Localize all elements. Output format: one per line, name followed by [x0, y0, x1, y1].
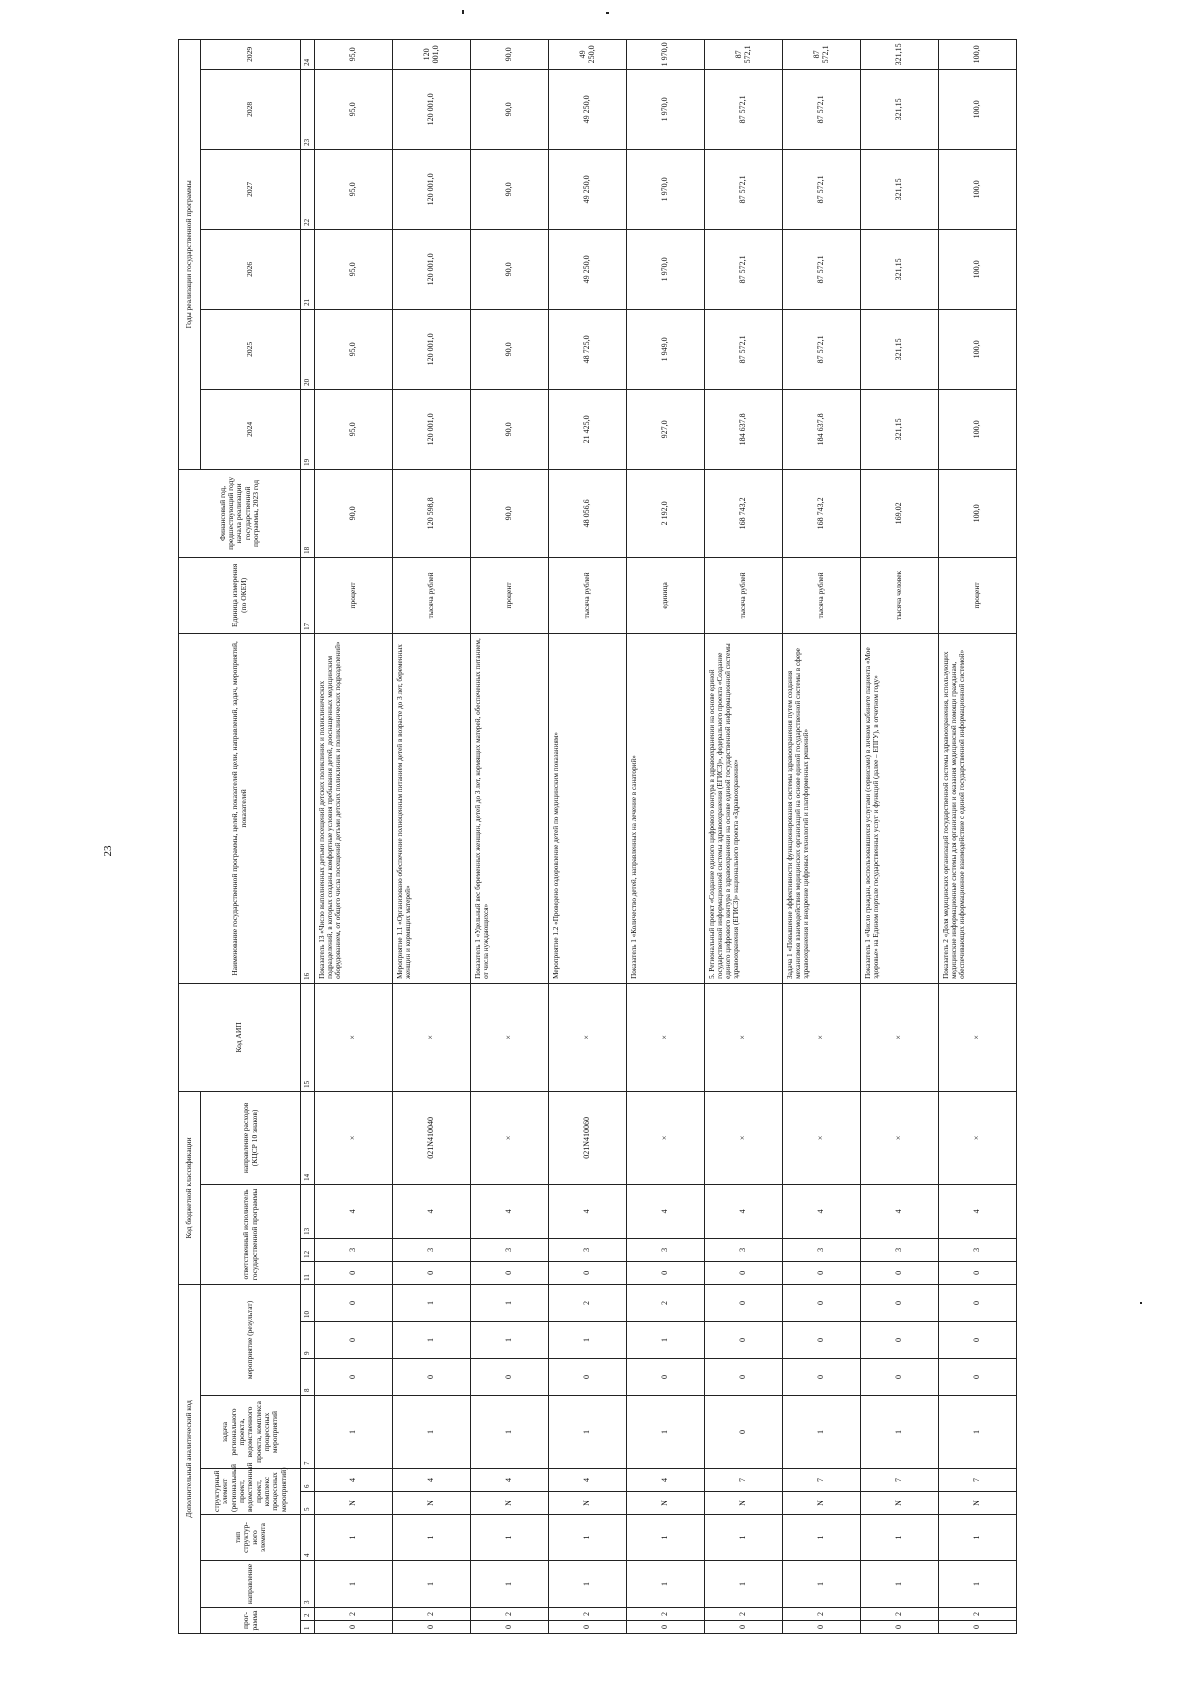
row-code-cell: 2 [783, 1608, 861, 1621]
row-code-cell: 1 [627, 1515, 705, 1561]
header-expense: направление расходов (КЦСР 10 знаков) [201, 1091, 301, 1184]
row-base-year-cell: 90,0 [315, 469, 393, 557]
row-code-cell: 0 [549, 1621, 627, 1634]
row-code-cell: × [861, 983, 939, 1091]
row-code-cell: 3 [393, 1238, 471, 1261]
row-code-cell: 0 [627, 1261, 705, 1284]
row-code-cell: 1 [549, 1561, 627, 1608]
scan-speck [1140, 1302, 1142, 1304]
table-row [315, 39, 393, 1633]
column-number-cell: 9 [301, 1322, 315, 1359]
row-code-cell: × [783, 1091, 861, 1184]
row-code-cell: 4 [549, 1184, 627, 1238]
row-code-cell: 1 [471, 1322, 549, 1359]
row-value-cell: 87 572,1 [783, 229, 861, 309]
row-code-cell: 0 [705, 1359, 783, 1396]
row-code-cell: 4 [393, 1469, 471, 1492]
row-value-cell: 100,0 [939, 229, 1017, 309]
row-base-year-cell: 100,0 [939, 469, 1017, 557]
row-code-cell: 1 [549, 1396, 627, 1469]
row-name-cell: Показатель 1 «Число граждан, воспользовавшихся услугами (сервисами) в личном кабинете пациента «Мое здоровье» на Едином портале государственных услуг и функций (далее – ЕПГУ), в отчетном году» [861, 633, 939, 983]
row-unit-cell: тысяча рублей [783, 557, 861, 633]
row-code-cell: 1 [939, 1396, 1017, 1469]
row-code-cell: 2 [315, 1608, 393, 1621]
row-base-year-cell: 168 743,2 [783, 469, 861, 557]
row-code-cell: 2 [471, 1608, 549, 1621]
table-body [301, 39, 1017, 1633]
row-name-cell: Мероприятие 1.2 «Проведено оздоровление детей по медицинским показаниям» [549, 633, 627, 983]
row-code-cell: 2 [627, 1284, 705, 1321]
header-year-2025: 2025 [201, 309, 301, 389]
table-row [783, 39, 861, 1633]
row-unit-cell: единица [627, 557, 705, 633]
column-number-cell: 4 [301, 1515, 315, 1561]
row-value-cell: 87 572,1 [705, 39, 783, 69]
row-code-cell: N [783, 1492, 861, 1515]
row-code-cell: 4 [861, 1184, 939, 1238]
row-code-cell: 0 [783, 1284, 861, 1321]
row-value-cell: 87 572,1 [705, 229, 783, 309]
row-code-cell: N [549, 1492, 627, 1515]
row-code-cell: 1 [315, 1396, 393, 1469]
row-value-cell: 120 001,0 [393, 389, 471, 469]
row-code-cell: × [705, 1091, 783, 1184]
table-row [471, 39, 549, 1633]
row-code-cell: 3 [315, 1238, 393, 1261]
row-code-cell: 0 [471, 1261, 549, 1284]
row-code-cell: 1 [939, 1515, 1017, 1561]
row-code-cell: 021N410060 [549, 1091, 627, 1184]
row-code-cell: 0 [471, 1621, 549, 1634]
row-code-cell: 1 [393, 1515, 471, 1561]
row-code-cell: 0 [783, 1621, 861, 1634]
row-value-cell: 321,15 [861, 39, 939, 69]
row-value-cell: 90,0 [471, 149, 549, 229]
row-name-cell: Показатель 1 «Удельный вес беременных женщин, детей до 3 лет, кормящих матерей, обеспеченных питанием, от числа нуждающихся» [471, 633, 549, 983]
table-row [393, 39, 471, 1633]
row-code-cell: N [939, 1492, 1017, 1515]
row-code-cell: 2 [549, 1608, 627, 1621]
row-code-cell: 4 [783, 1184, 861, 1238]
scan-speck [606, 12, 609, 14]
column-number-row [301, 39, 315, 1633]
header-executor: ответственный исполнитель государственной программы [201, 1184, 301, 1284]
header-year-2027: 2027 [201, 149, 301, 229]
row-value-cell: 100,0 [939, 389, 1017, 469]
row-value-cell: 120 001,0 [393, 149, 471, 229]
row-code-cell: 4 [315, 1184, 393, 1238]
row-code-cell: N [315, 1492, 393, 1515]
column-number-cell: 5 [301, 1492, 315, 1515]
row-code-cell: 3 [471, 1238, 549, 1261]
row-value-cell: 184 637,8 [783, 389, 861, 469]
header-year-2028: 2028 [201, 69, 301, 149]
column-number-cell: 10 [301, 1284, 315, 1321]
row-code-cell: × [861, 1091, 939, 1184]
row-code-cell: 1 [939, 1561, 1017, 1608]
program-table [178, 39, 1017, 1634]
row-name-cell: Показатель 2 «Доля медицинских организаций государственной системы здравоохранения, использующих медицинские информационные системы для организации и оказания медицинской помощи гражданам, обеспечивающих информационное взаимодействие с единой государственной информационной системой» [939, 633, 1017, 983]
row-code-cell: × [315, 1091, 393, 1184]
column-number-cell: 17 [301, 557, 315, 633]
row-code-cell: 0 [393, 1621, 471, 1634]
row-code-cell: 1 [705, 1561, 783, 1608]
row-value-cell: 48 725,0 [549, 309, 627, 389]
row-code-cell: 0 [627, 1359, 705, 1396]
row-unit-cell: процент [471, 557, 549, 633]
row-code-cell: N [393, 1492, 471, 1515]
column-number-cell: 16 [301, 633, 315, 983]
header-structural-element: структурный элемент (региональный проект, ведомственный проект, комплекс процессных мероприятий) [201, 1469, 301, 1515]
row-code-cell: 0 [783, 1359, 861, 1396]
row-code-cell: × [549, 983, 627, 1091]
row-value-cell: 95,0 [315, 309, 393, 389]
row-value-cell: 120 001,0 [393, 69, 471, 149]
row-code-cell: 0 [861, 1284, 939, 1321]
row-code-cell: 1 [549, 1515, 627, 1561]
column-number-cell: 6 [301, 1469, 315, 1492]
row-code-cell: 1 [471, 1561, 549, 1608]
row-code-cell: N [627, 1492, 705, 1515]
column-number-cell: 1 [301, 1621, 315, 1634]
row-code-cell: 0 [861, 1359, 939, 1396]
row-code-cell: 1 [861, 1396, 939, 1469]
row-code-cell: 7 [783, 1469, 861, 1492]
row-code-cell: × [939, 1091, 1017, 1184]
row-code-cell: × [627, 1091, 705, 1184]
row-code-cell: 0 [939, 1359, 1017, 1396]
row-code-cell: 1 [315, 1515, 393, 1561]
row-code-cell: × [315, 983, 393, 1091]
row-code-cell: 7 [861, 1469, 939, 1492]
row-code-cell: 2 [393, 1608, 471, 1621]
row-value-cell: 90,0 [471, 389, 549, 469]
row-code-cell: 021N410040 [393, 1091, 471, 1184]
row-code-cell: 4 [315, 1469, 393, 1492]
row-name-cell: Показатель 1 «Количество детей, направленных на лечение в санаторий» [627, 633, 705, 983]
row-code-cell: 0 [861, 1261, 939, 1284]
row-value-cell: 321,15 [861, 149, 939, 229]
row-code-cell: 2 [705, 1608, 783, 1621]
row-code-cell: 0 [783, 1322, 861, 1359]
row-code-cell: 1 [783, 1396, 861, 1469]
row-value-cell: 49 250,0 [549, 149, 627, 229]
row-base-year-cell: 120 598,8 [393, 469, 471, 557]
row-code-cell: 0 [705, 1621, 783, 1634]
row-value-cell: 87 572,1 [705, 69, 783, 149]
row-code-cell: N [705, 1492, 783, 1515]
row-value-cell: 87 572,1 [783, 39, 861, 69]
row-code-cell: 7 [939, 1469, 1017, 1492]
row-code-cell: 0 [549, 1261, 627, 1284]
row-value-cell: 49 250,0 [549, 39, 627, 69]
row-name-cell: 5. Региональный проект «Создание единого цифрового контура в здравоохранении на основе единой государственной информационной системы здравоохранения (ЕГИСЗ)», федерального проекта «Создание единого цифрового контура в здравоохранении на основе единой государственной информационной системы здравоохранения (ЕГИСЗ)» национального проекта «Здравоохранение» [705, 633, 783, 983]
header-unit: Единица измерения (по ОКЕИ) [179, 557, 301, 633]
column-number-cell: 23 [301, 69, 315, 149]
row-code-cell: 1 [627, 1322, 705, 1359]
row-unit-cell: тысяча рублей [705, 557, 783, 633]
row-code-cell: 4 [627, 1184, 705, 1238]
row-value-cell: 184 637,8 [705, 389, 783, 469]
row-code-cell: × [939, 983, 1017, 1091]
header-base-year: Финансовый год, предшествующий году начала реализации государственной программы, 2023 год [179, 469, 301, 557]
column-number-cell: 20 [301, 309, 315, 389]
row-value-cell: 87 572,1 [783, 149, 861, 229]
row-code-cell: 1 [315, 1561, 393, 1608]
table-row [549, 39, 627, 1633]
row-value-cell: 90,0 [471, 229, 549, 309]
row-base-year-cell: 2 192,0 [627, 469, 705, 557]
row-value-cell: 95,0 [315, 149, 393, 229]
row-unit-cell: процент [939, 557, 1017, 633]
row-code-cell: 4 [705, 1184, 783, 1238]
row-code-cell: 1 [393, 1322, 471, 1359]
row-code-cell: × [783, 983, 861, 1091]
row-code-cell: 1 [393, 1396, 471, 1469]
row-code-cell: 0 [939, 1261, 1017, 1284]
row-code-cell: 1 [627, 1396, 705, 1469]
column-number-cell: 7 [301, 1396, 315, 1469]
table-row [705, 39, 783, 1633]
row-value-cell: 100,0 [939, 69, 1017, 149]
row-code-cell: 3 [549, 1238, 627, 1261]
row-value-cell: 21 425,0 [549, 389, 627, 469]
row-code-cell: 4 [549, 1469, 627, 1492]
header-task: задача регионального проекта, ведомственного проекта, комплекса процессных мероприятий [201, 1396, 301, 1469]
row-unit-cell: тысяча человек [861, 557, 939, 633]
row-base-year-cell: 90,0 [471, 469, 549, 557]
header-event: мероприятие (результат) [201, 1284, 301, 1395]
row-value-cell: 120 001,0 [393, 309, 471, 389]
row-code-cell: 1 [471, 1396, 549, 1469]
row-code-cell: 2 [549, 1284, 627, 1321]
row-code-cell: 0 [705, 1322, 783, 1359]
row-code-cell: 1 [471, 1515, 549, 1561]
row-value-cell: 95,0 [315, 229, 393, 309]
row-value-cell: 100,0 [939, 39, 1017, 69]
row-value-cell: 1 970,0 [627, 39, 705, 69]
row-value-cell: 100,0 [939, 309, 1017, 389]
header-year-2029: 2029 [201, 39, 301, 69]
row-value-cell: 90,0 [471, 309, 549, 389]
row-value-cell: 1 970,0 [627, 149, 705, 229]
row-code-cell: 0 [939, 1284, 1017, 1321]
row-value-cell: 87 572,1 [705, 149, 783, 229]
row-name-cell: Показатель 13 «Число выполненных детьми посещений детских поликлиник и поликлинических подразделений, в которых созданы комфортные условия пребывания детей, дооснащенных медицинским оборудованием, от общего числа посещений детьми детских поликлиник и поликлинических подразделений» [315, 633, 393, 983]
row-code-cell: 3 [939, 1238, 1017, 1261]
column-number-cell: 2 [301, 1608, 315, 1621]
row-code-cell: 0 [393, 1261, 471, 1284]
row-code-cell: × [471, 983, 549, 1091]
row-code-cell: × [393, 983, 471, 1091]
row-value-cell: 120 001,0 [393, 229, 471, 309]
row-code-cell: 3 [861, 1238, 939, 1261]
row-unit-cell: процент [315, 557, 393, 633]
column-number-cell: 24 [301, 39, 315, 69]
header-year-2024: 2024 [201, 389, 301, 469]
row-code-cell: 0 [315, 1284, 393, 1321]
row-value-cell: 49 250,0 [549, 69, 627, 149]
row-name-cell: Задача 1 «Повышение эффективности функционирования системы здравоохранения путем создания механизмов взаимодействия медицинских организаций на основе единой государственной системы в сфере здравоохранения и внедрение цифровых технологий и платформенных решений» [783, 633, 861, 983]
row-value-cell: 321,15 [861, 389, 939, 469]
row-code-cell: 2 [627, 1608, 705, 1621]
row-value-cell: 87 572,1 [705, 309, 783, 389]
column-number-cell: 19 [301, 389, 315, 469]
scan-speck [462, 10, 464, 14]
column-number-cell: 21 [301, 229, 315, 309]
row-code-cell: 3 [627, 1238, 705, 1261]
column-number-cell: 11 [301, 1261, 315, 1284]
table-row [627, 39, 705, 1633]
row-value-cell: 95,0 [315, 389, 393, 469]
row-code-cell: N [471, 1492, 549, 1515]
column-number-cell: 14 [301, 1091, 315, 1184]
row-code-cell: 0 [471, 1359, 549, 1396]
row-code-cell: 0 [705, 1396, 783, 1469]
column-number-cell: 8 [301, 1359, 315, 1396]
page-number: 23 [102, 845, 114, 857]
row-code-cell: 1 [471, 1284, 549, 1321]
row-value-cell: 90,0 [471, 39, 549, 69]
row-code-cell: 2 [861, 1608, 939, 1621]
row-value-cell: 1 949,0 [627, 309, 705, 389]
row-code-cell: 0 [861, 1322, 939, 1359]
row-value-cell: 95,0 [315, 39, 393, 69]
column-number-cell: 3 [301, 1561, 315, 1608]
row-value-cell: 90,0 [471, 69, 549, 149]
row-code-cell: 4 [471, 1469, 549, 1492]
row-code-cell: 1 [861, 1515, 939, 1561]
row-code-cell: N [861, 1492, 939, 1515]
row-code-cell: 2 [939, 1608, 1017, 1621]
header-element-type: тип структур-ного элемента [201, 1515, 301, 1561]
row-code-cell: × [627, 983, 705, 1091]
row-code-cell: 1 [783, 1561, 861, 1608]
row-code-cell: 0 [393, 1359, 471, 1396]
header-name: Наименование государственной программы, целей, показателей цели, направлений, задач, мероприятий, показателей [179, 633, 301, 983]
row-code-cell: 4 [627, 1469, 705, 1492]
row-base-year-cell: 48 056,6 [549, 469, 627, 557]
row-code-cell: 7 [705, 1469, 783, 1492]
row-base-year-cell: 169,02 [861, 469, 939, 557]
row-value-cell: 87 572,1 [783, 69, 861, 149]
row-code-cell: 3 [705, 1238, 783, 1261]
row-code-cell: 0 [315, 1621, 393, 1634]
row-value-cell: 120 001,0 [393, 39, 471, 69]
row-value-cell: 100,0 [939, 149, 1017, 229]
row-value-cell: 1 970,0 [627, 229, 705, 309]
rotated-table-wrapper [178, 42, 1038, 1634]
row-value-cell: 321,15 [861, 229, 939, 309]
row-code-cell: 4 [393, 1184, 471, 1238]
row-code-cell: 3 [783, 1238, 861, 1261]
row-code-cell: 1 [393, 1561, 471, 1608]
row-code-cell: 0 [705, 1261, 783, 1284]
row-value-cell: 321,15 [861, 309, 939, 389]
row-code-cell: 0 [315, 1322, 393, 1359]
row-code-cell: 1 [783, 1515, 861, 1561]
row-code-cell: 0 [939, 1621, 1017, 1634]
row-code-cell: 1 [861, 1561, 939, 1608]
row-code-cell: × [705, 983, 783, 1091]
row-value-cell: 49 250,0 [549, 229, 627, 309]
row-code-cell: 1 [705, 1515, 783, 1561]
header-aip-code: Код АИП [179, 983, 301, 1091]
row-code-cell: 0 [627, 1621, 705, 1634]
column-number-cell: 15 [301, 983, 315, 1091]
row-code-cell: 1 [627, 1561, 705, 1608]
row-code-cell: 1 [393, 1284, 471, 1321]
row-code-cell: 0 [705, 1284, 783, 1321]
row-code-cell: 0 [549, 1359, 627, 1396]
table-row [939, 39, 1017, 1633]
row-code-cell: 4 [939, 1184, 1017, 1238]
column-number-cell: 12 [301, 1238, 315, 1261]
header-years-group: Годы реализации государственной программы [179, 39, 201, 469]
row-code-cell: 0 [939, 1322, 1017, 1359]
row-code-cell: 0 [861, 1621, 939, 1634]
row-value-cell: 1 970,0 [627, 69, 705, 149]
row-name-cell: Мероприятие 1.1 «Организовано обеспечение полноценным питанием детей в возрасте до 3 лет, беременных женщин и кормящих матерей» [393, 633, 471, 983]
header-analytic-code: Дополнительный аналитический код [179, 1284, 201, 1633]
header-budget-code: Код бюджетной классификации [179, 1091, 201, 1284]
row-code-cell: 4 [471, 1184, 549, 1238]
row-code-cell: × [471, 1091, 549, 1184]
row-value-cell: 87 572,1 [783, 309, 861, 389]
row-unit-cell: тысяча рублей [393, 557, 471, 633]
header-program: прог-рамма [201, 1608, 301, 1634]
table-row [861, 39, 939, 1633]
row-code-cell: 0 [315, 1359, 393, 1396]
header-year-2026: 2026 [201, 229, 301, 309]
row-code-cell: 0 [783, 1261, 861, 1284]
column-number-cell: 13 [301, 1184, 315, 1238]
row-value-cell: 321,15 [861, 69, 939, 149]
column-number-cell: 22 [301, 149, 315, 229]
header-direction: направление [201, 1561, 301, 1608]
row-base-year-cell: 168 743,2 [705, 469, 783, 557]
row-code-cell: 0 [315, 1261, 393, 1284]
row-value-cell: 927,0 [627, 389, 705, 469]
row-unit-cell: тысяча рублей [549, 557, 627, 633]
row-code-cell: 1 [549, 1322, 627, 1359]
column-number-cell: 18 [301, 469, 315, 557]
row-value-cell: 95,0 [315, 69, 393, 149]
